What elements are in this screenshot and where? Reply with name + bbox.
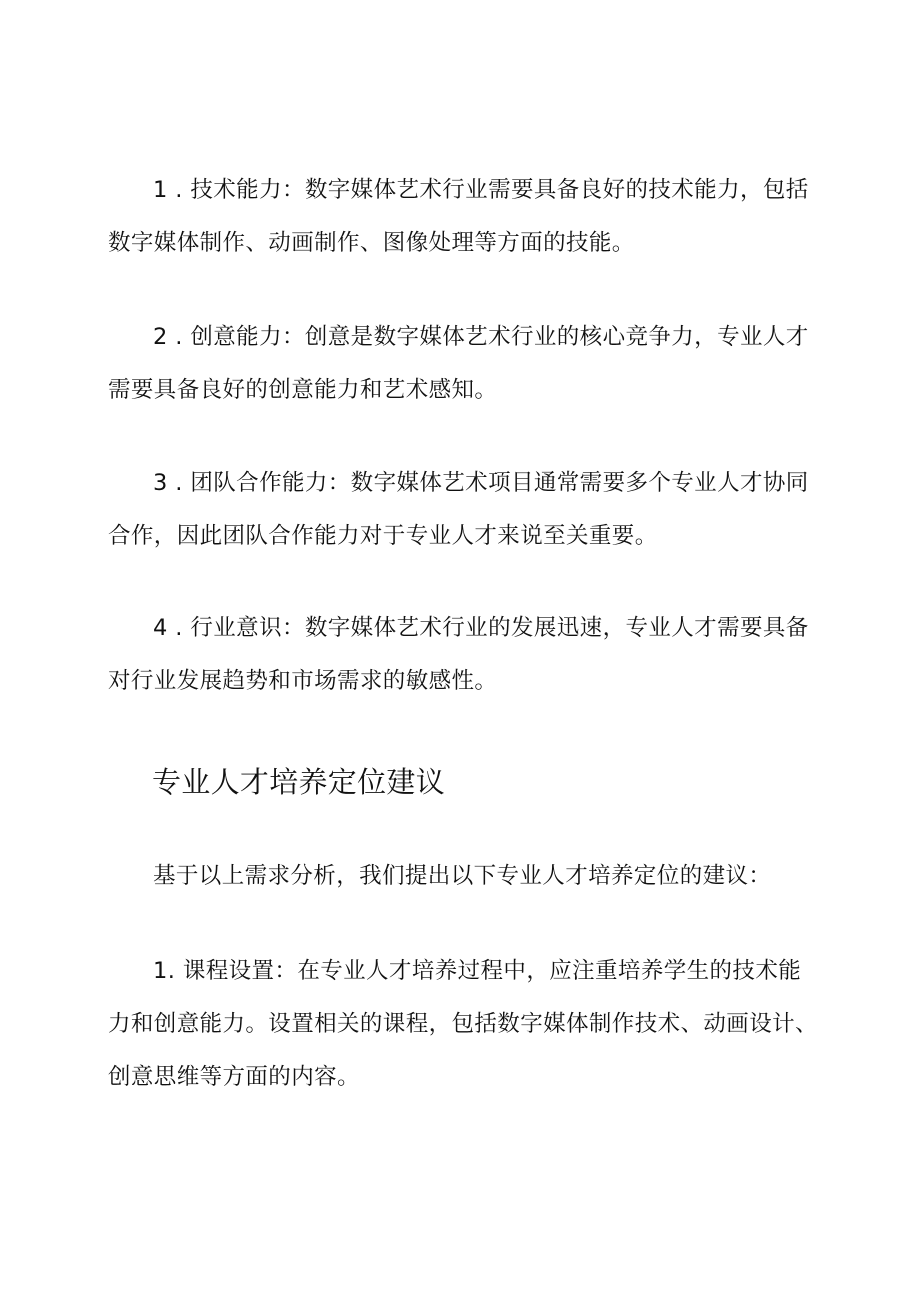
requirement-item-technical: 1 . 技术能力：数字媒体艺术行业需要具备良好的技术能力，包括数字媒体制作、动画制作、图像处理等方面的技能。: [108, 177, 809, 256]
requirement-item-teamwork: 3 . 团队合作能力：数字媒体艺术项目通常需要多个专业人才协同合作，因此团队合作能力对于专业人才来说至关重要。: [108, 470, 809, 549]
intro-paragraph: 基于以上需求分析，我们提出以下专业人才培养定位的建议：: [153, 863, 772, 889]
section-heading: 专业人才培养定位建议: [152, 765, 446, 799]
requirement-item-creative: 2 . 创意能力：创意是数字媒体艺术行业的核心竞争力，专业人才需要具备良好的创意能力和艺术感知。: [108, 324, 809, 403]
requirement-item-industry: 4 . 行业意识：数字媒体艺术行业的发展迅速，专业人才需要具备对行业发展趋势和市场需求的敏感性。: [108, 615, 809, 694]
suggestion-item-curriculum: 1. 课程设置：在专业人才培养过程中，应注重培养学生的技术能力和创意能力。设置相关的课程，包括数字媒体制作技术、动画设计、创意思维等方面的内容。: [108, 958, 818, 1090]
